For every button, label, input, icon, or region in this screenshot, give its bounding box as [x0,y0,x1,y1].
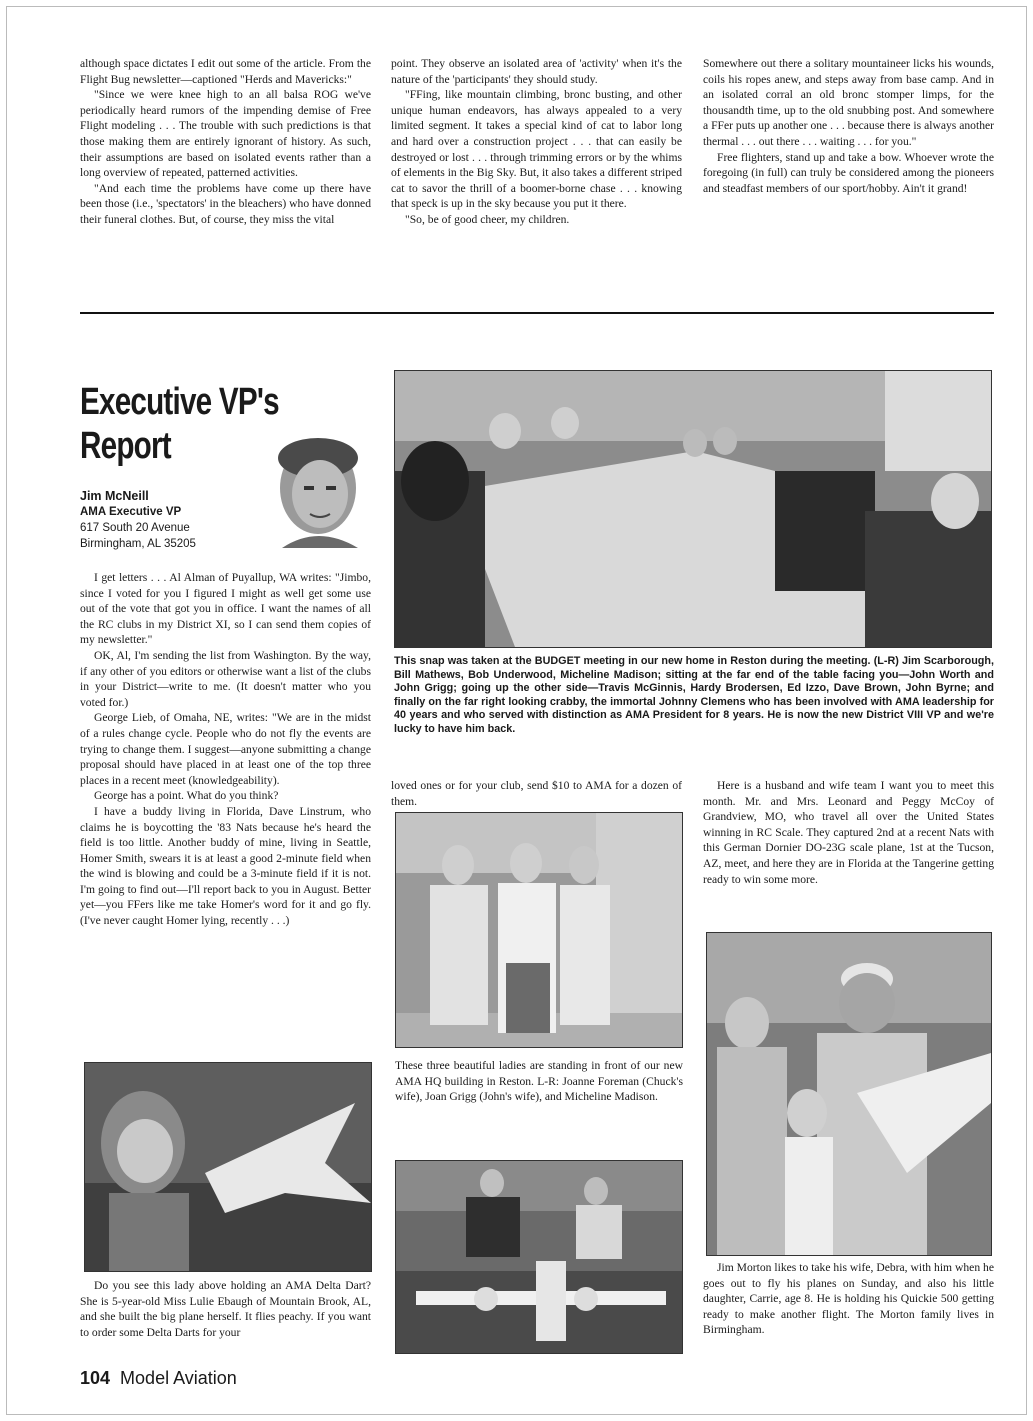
morton-family-photo [706,932,992,1256]
paragraph: I get letters . . . Al Alman of Puyallup, WA writes: "Jimbo, since I voted for you I figured I might as well get some use out of the vote that got you in office. I want the names of all the RC clubs in my District XI, so I can send them copies of my newsletter." [80,571,371,647]
three-ladies-photo [395,812,683,1048]
address-line-1: 617 South 20 Avenue [80,522,190,534]
author-byline [80,488,196,552]
portrait-illustration [262,428,370,548]
paragraph: Somewhere out there a solitary mountaineer licks his wounds, coils his ropes anew, and steps away from base camp. And in an isolated corral an old bronc stomper limps, for the thousandth time, up to the old snubbing post. And somewhere a FFer puts up another one . . . because there is always another thermal . . . out there . . . waiting . . . for you." [703,57,994,148]
photo-illustration [85,1063,371,1271]
three-ladies-caption: These three beautiful ladies are standing in front of our new AMA HQ building in Reston. L-R: Joanne Foreman (Chuck's wife), Joan Grigg (John's wife), and Micheline Madison. [395,1059,683,1104]
top-column-1 [80,56,371,228]
article-left-column [80,570,371,929]
headline-line-2: Report [80,425,171,467]
top-column-3 [703,56,994,196]
paragraph: OK, Al, I'm sending the list from Washington. By the way, if any other of you editors or otherwise want a list of the clubs in your District—write to me. (It doesn't matter who you voted for.) [80,648,371,709]
morton-family-caption: Jim Morton likes to take his wife, Debra, with him when he goes out to fly his planes on Sunday, and also his little daughter, Carrie, age 8. He is holding his Quickie 500 getting ready to make another flight. The Morton family lives in Birmingham. [703,1261,994,1337]
article-headline [80,380,279,468]
photo-illustration [396,813,682,1047]
address-line-2: Birmingham, AL 35205 [80,538,196,550]
paragraph: "So, be of good cheer, my children. [405,212,570,226]
page-number: 104 [80,1368,111,1388]
headline-line-1: Executive VP's [80,381,279,423]
right-column-text: Here is a husband and wife team I want you to meet this month. Mr. and Mrs. Leonard and Peggy McCoy of Grandview, MO, who travel all over the United States winning in RC Scale. They captured 2nd at a recent Nats with this German Dornier DO-23G scale plane, 1st at the Tucson, AZ, meet, and here they are in Florida at the Tangerine getting ready to win some more. [703,779,994,886]
magazine-name: Model Aviation [120,1368,237,1388]
photo-illustration [395,371,991,647]
author-portrait-photo [262,428,370,548]
paragraph: point. They observe an isolated area of 'activity' when it's the nature of the 'participants' they should study. [391,57,682,86]
author-title: AMA Executive VP [80,506,182,518]
delta-dart-text: Do you see this lady above holding an AMA Delta Dart? She is 5-year-old Miss Lulie Ebaugh of Mountain Brook, AL, and she built the big plane herself. It flies peachy. If you want to order some Delta Darts for your [80,1279,371,1339]
paragraph: George Lieb, of Omaha, NE, writes: "We are in the midst of a rules change cycle. People who do not fly the events are trying to change them. I suggest—anyone submitting a change proposal should have placed in at least one of the top three places in a recent meet (knowledgeability). [80,711,371,787]
top-column-2 [391,56,682,228]
budget-meeting-photo [394,370,992,648]
photo-illustration [396,1161,682,1353]
page-footer [80,1368,237,1389]
section-divider [80,312,994,314]
paragraph: George has a point. What do you think? [94,789,279,803]
delta-dart-girl-photo [84,1062,372,1272]
rc-plane-photo [395,1160,683,1354]
paragraph: "FFing, like mountain climbing, bronc busting, and other unique human endeavors, has always appealed to a very limited segment. It takes a special kind of cat to labor long and hard over a construction project . . . that can easily be destroyed or lost . . . through trimming errors or by the whims of elements in the Big Sky. But, it also takes a different striped cat to savor the thrill of a boomer-borne chase . . . knowing that speck is up in the sky because you put it there. [391,88,682,211]
middle-column-text: loved ones or for your club, send $10 to AMA for a dozen of them. [391,779,682,808]
budget-meeting-caption: This snap was taken at the BUDGET meeting in our new home in Reston during the meeting. (L-R) Jim Scarborough, Bill Mathews, Bob Underwood, Micheline Madison; sitting at the far end of the table facing you—John Worth and John Grigg; going up the other side—Travis McGinnis, Hardy Brodersen, Ed Izzo, Dave Brown, John Byrne; and finally on the far right looking crabby, the immortal Johnny Clemens who has been involved with AMA leadership for 40 years and who served with distinction as AMA President for 8 years. He is now the new District VIII VP and we're lucky to have him back. [394,655,994,735]
paragraph: Free flighters, stand up and take a bow. Whoever wrote the foregoing (in full) can truly be considered among the pioneers and steadfast members of our sport/hobby. Ain't it grand! [703,150,994,195]
photo-illustration [707,933,991,1255]
author-name: Jim McNeill [80,489,149,503]
paragraph: "Since we were knee high to an all balsa ROG we've periodically heard rumors of the impending demise of Free Flight modeling . . . The trouble with such predictions is that those making them are entirely ignorant of history. As such, their assumptions are based on isolated events rather than a long overview of repeated, patterned activities. [80,88,371,180]
paragraph: I have a buddy living in Florida, Dave Linstrum, who claims he is boycotting the '83 Nats because he's heard the field is too little. Another buddy of mine, living in Seattle, Homer Smith, swears it is at least a good 2-minute field when the wind is blowing and could be a 3-minute field if it is not. I'm going to find out—I'll report back to you in August. Better yet—you FFers like me take Homer's word for it and go fly. (I've never caught Homer lying, recently . . .) [80,804,371,928]
paragraph: although space dictates I edit out some of the article. From the Flight Bug newsletter—captioned "Herds and Mavericks:" [80,57,371,86]
paragraph: "And each time the problems have come up there have been those (i.e., 'spectators' in the bleachers) who have donned their funeral clothes. But, of course, they miss the vital [80,181,371,226]
